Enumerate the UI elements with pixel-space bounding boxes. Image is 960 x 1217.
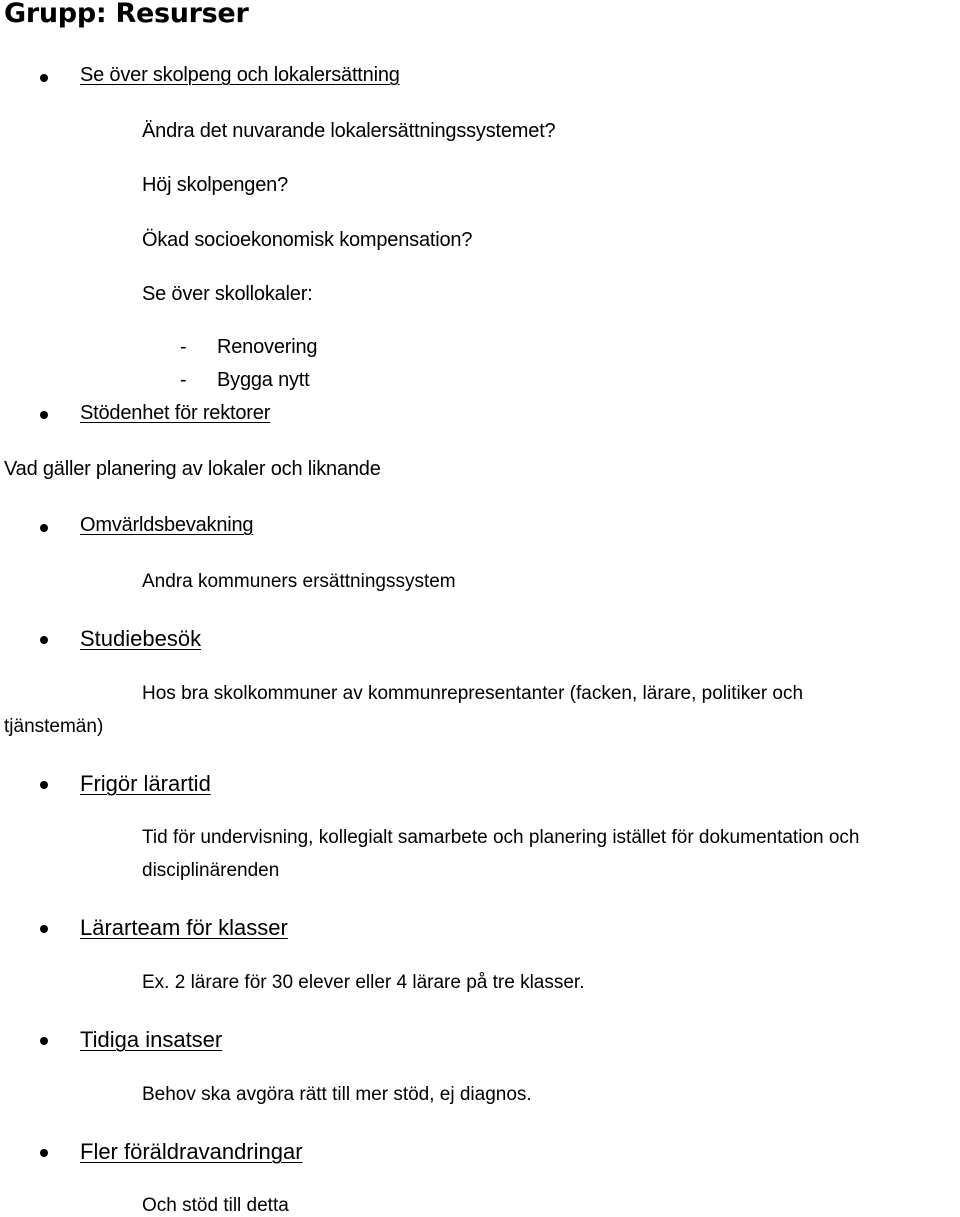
section-heading-studiebesok: Studiebesök (80, 626, 202, 651)
section-heading-omvarldsbevakning: Omvärldsbevakning (80, 514, 254, 536)
section-heading-skolpeng: Se över skolpeng och lokalersättning (80, 64, 400, 86)
text-line: Ändra det nuvarande lokalersättningssystemet? (142, 120, 556, 142)
bullet-icon (40, 1149, 48, 1157)
text-line: Vad gäller planering av lokaler och liknande (4, 458, 381, 480)
text-line: Hos bra skolkommuner av kommunrepresentanter (facken, lärare, politiker och (142, 683, 804, 704)
text-line: Ökad socioekonomisk kompensation? (142, 229, 473, 251)
bullet-icon (40, 74, 48, 82)
text-line: Behov ska avgöra rätt till mer stöd, ej diagnos. (142, 1084, 532, 1105)
bullet-icon (40, 636, 48, 644)
section-heading-foraldravandringar: Fler föräldravandringar (80, 1139, 303, 1164)
section-heading-tidiga-insatser: Tidiga insatser (80, 1027, 223, 1052)
text-line: Andra kommuners ersättningssystem (142, 571, 456, 592)
page-title: Grupp: Resurser (4, 0, 249, 29)
bullet-icon (40, 1037, 48, 1045)
bullet-icon (40, 781, 48, 789)
bullet-icon (40, 925, 48, 933)
text-line: Se över skollokaler: (142, 283, 313, 305)
text-line: Och stöd till detta (142, 1195, 289, 1216)
text-line: disciplinärenden (142, 860, 280, 881)
text-line: Renovering (217, 336, 318, 358)
dash-marker: - (180, 369, 187, 391)
text-line: Höj skolpengen? (142, 174, 288, 196)
bullet-icon (40, 411, 48, 419)
section-heading-lararteam: Lärarteam för klasser (80, 915, 288, 940)
text-line: Bygga nytt (217, 369, 310, 391)
text-line: Ex. 2 lärare för 30 elever eller 4 lärare på tre klasser. (142, 972, 585, 993)
text-line: Tid för undervisning, kollegialt samarbete och planering istället för dokumentation och (142, 827, 860, 848)
dash-marker: - (180, 336, 187, 358)
section-heading-frigor-larartid: Frigör lärartid (80, 771, 211, 796)
text-line: tjänstemän) (4, 716, 104, 737)
bullet-icon (40, 524, 48, 532)
section-heading-stodenhet: Stödenhet för rektorer (80, 402, 271, 424)
